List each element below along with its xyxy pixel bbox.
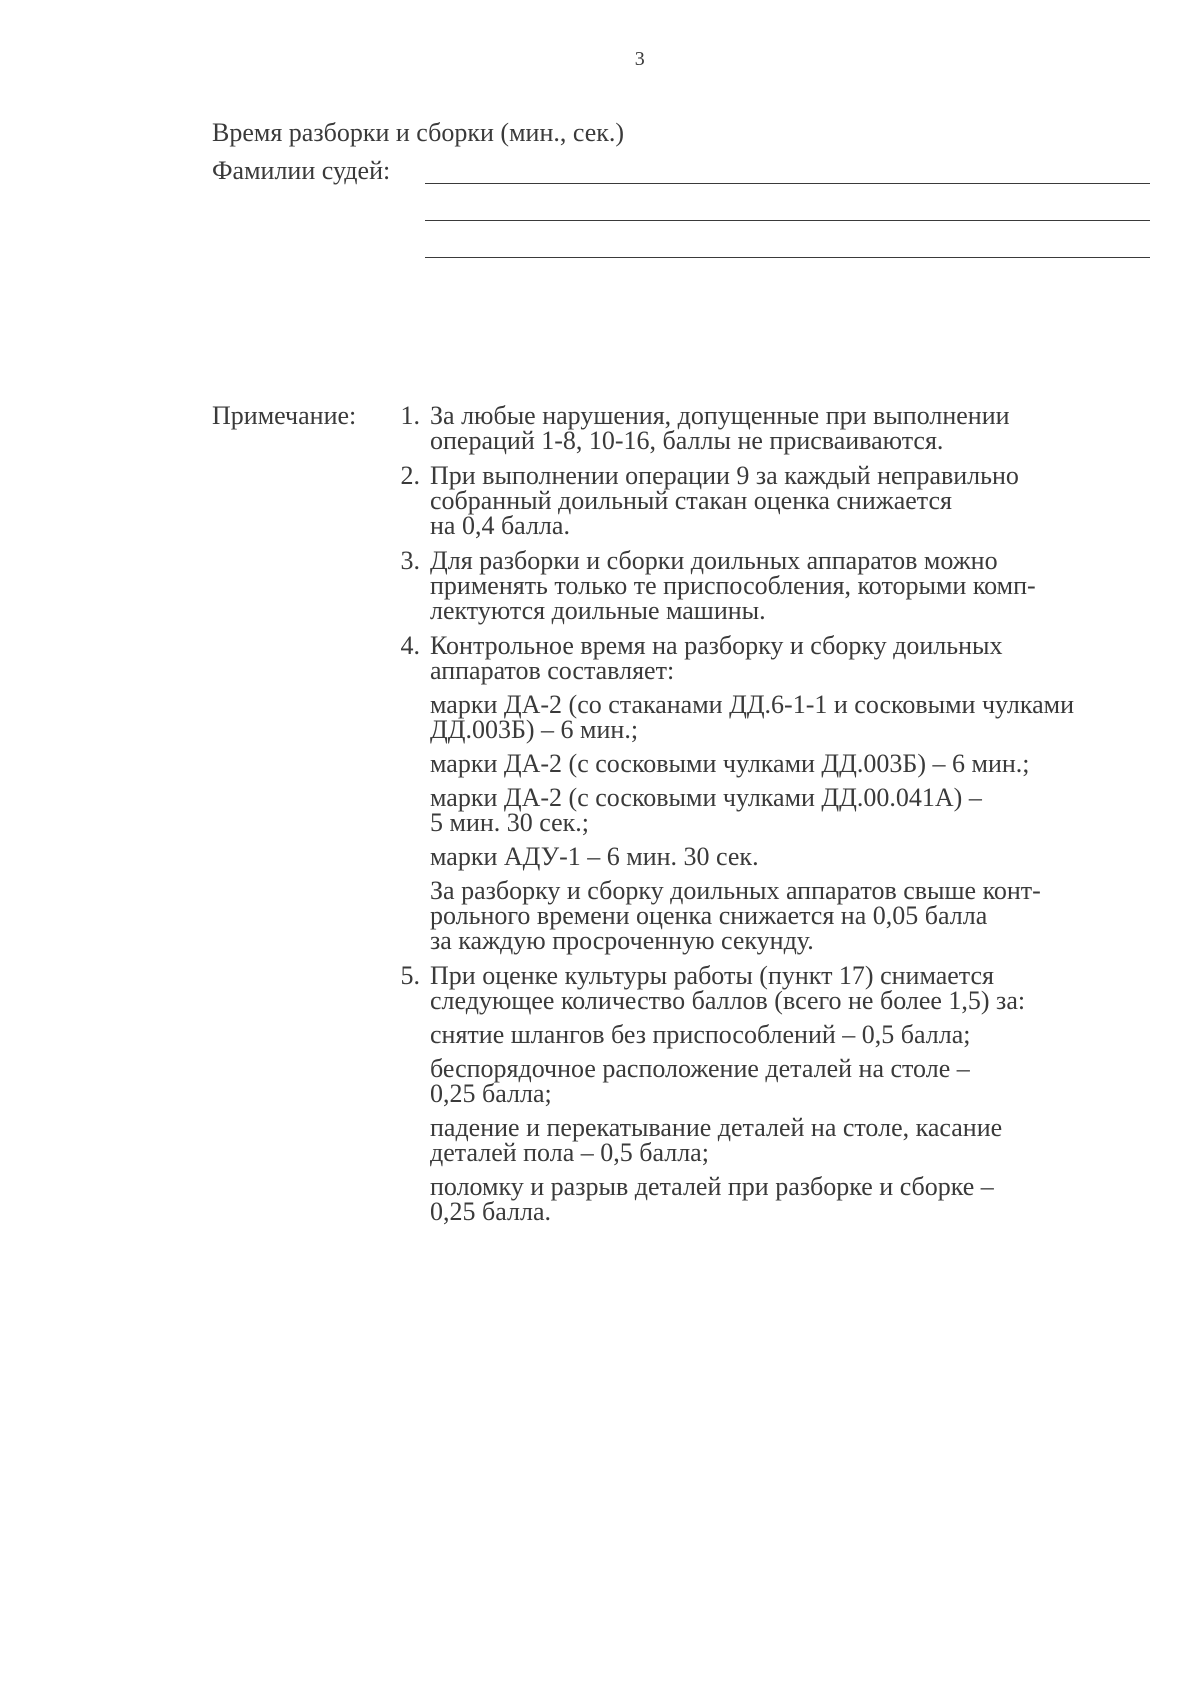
note-text-line: ДД.003Б) – 6 мин.; bbox=[430, 715, 639, 744]
note-text-line: следующее количество баллов (всего не более 1,5) за: bbox=[430, 986, 1026, 1015]
note-text-line: аппаратов составляет: bbox=[430, 656, 675, 685]
notes-label: Примечание: bbox=[212, 401, 357, 430]
note-paragraph bbox=[430, 878, 1160, 953]
note-item bbox=[390, 403, 1160, 453]
note-text-line: рольного времени оценка снижается на 0,05 балла bbox=[430, 901, 988, 930]
note-paragraph bbox=[430, 785, 1160, 835]
assembly-time-label: Время разборки и сборки (мин., сек.) bbox=[212, 118, 625, 147]
note-item bbox=[390, 548, 1160, 623]
note-number: 5. bbox=[400, 961, 420, 990]
note-item bbox=[390, 633, 1160, 953]
note-text-line: марки АДУ-1 – 6 мин. 30 сек. bbox=[430, 842, 759, 871]
note-paragraph bbox=[430, 692, 1160, 742]
note-text-line: марки ДА-2 (со стаканами ДД.6-1-1 и сосковыми чулками bbox=[430, 690, 1074, 719]
note-paragraph bbox=[430, 1022, 1160, 1047]
judges-label: Фамилии судей: bbox=[212, 156, 391, 185]
note-text-line: 0,25 балла; bbox=[430, 1079, 552, 1108]
note-paragraph bbox=[430, 1174, 1160, 1224]
note-text-line: поломку и разрыв деталей при разборке и сборке – bbox=[430, 1172, 994, 1201]
note-text-line: Контрольное время на разборку и сборку доильных bbox=[430, 631, 1003, 660]
note-text-line: Для разборки и сборки доильных аппаратов можно bbox=[430, 546, 998, 575]
note-text-line: лектуются доильные машины. bbox=[430, 596, 766, 625]
note-number: 1. bbox=[400, 401, 420, 430]
note-text-line: снятие шлангов без приспособлений – 0,5 балла; bbox=[430, 1020, 971, 1049]
note-item bbox=[390, 963, 1160, 1224]
note-paragraph bbox=[430, 1115, 1160, 1165]
note-text-line: 0,25 балла. bbox=[430, 1197, 551, 1226]
note-text-line: марки ДА-2 (с сосковыми чулками ДД.003Б) – 6 мин.; bbox=[430, 749, 1030, 778]
note-text-line: За любые нарушения, допущенные при выполнении bbox=[430, 401, 1010, 430]
note-number: 4. bbox=[400, 631, 420, 660]
note-paragraph bbox=[430, 751, 1160, 776]
note-paragraph bbox=[430, 844, 1160, 869]
note-paragraph bbox=[430, 1056, 1160, 1106]
note-number: 2. bbox=[400, 461, 420, 490]
note-text-line: беспорядочное расположение деталей на столе – bbox=[430, 1054, 970, 1083]
note-text-line: собранный доильный стакан оценка снижается bbox=[430, 486, 952, 515]
judge-signature-line bbox=[425, 257, 1150, 258]
note-text-line: деталей пола – 0,5 балла; bbox=[430, 1138, 709, 1167]
note-text-line: операций 1-8, 10-16, баллы не присваиваются. bbox=[430, 426, 944, 455]
page-number: 3 bbox=[634, 48, 646, 70]
judge-signature-line bbox=[425, 220, 1150, 221]
note-text-line: применять только те приспособления, которыми комп- bbox=[430, 571, 1036, 600]
note-text-line: При оценке культуры работы (пункт 17) снимается bbox=[430, 961, 994, 990]
note-text-line: марки ДА-2 (с сосковыми чулками ДД.00.041А) – bbox=[430, 783, 982, 812]
note-number: 3. bbox=[400, 546, 420, 575]
note-item bbox=[390, 463, 1160, 538]
note-text-line: падение и перекатывание деталей на столе, касание bbox=[430, 1113, 1003, 1142]
note-text-line: За разборку и сборку доильных аппаратов свыше конт- bbox=[430, 876, 1041, 905]
notes-list bbox=[390, 403, 1160, 1234]
note-text-line: 5 мин. 30 сек.; bbox=[430, 808, 590, 837]
note-text-line: за каждую просроченную секунду. bbox=[430, 926, 814, 955]
note-text-line: на 0,4 балла. bbox=[430, 511, 570, 540]
note-text-line: При выполнении операции 9 за каждый неправильно bbox=[430, 461, 1019, 490]
judge-signature-line bbox=[425, 183, 1150, 184]
